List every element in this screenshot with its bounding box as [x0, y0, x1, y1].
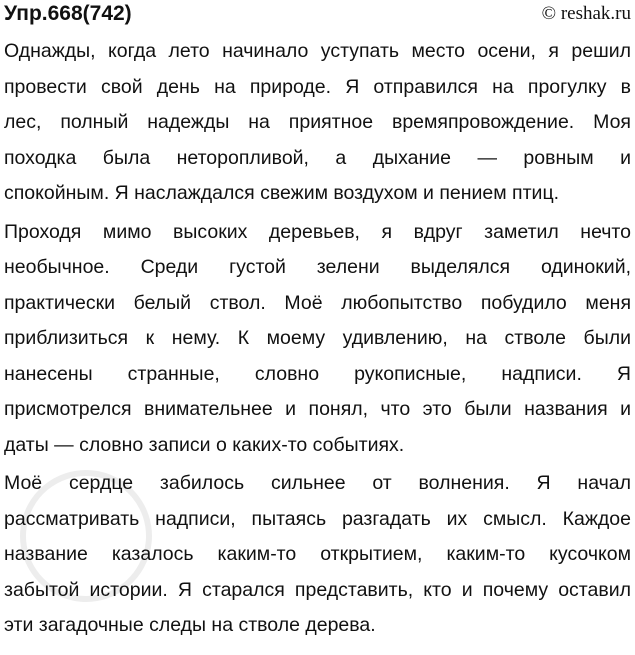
copyright-text: © reshak.ru	[541, 3, 631, 24]
text-line: походка была неторопливой, а дыхание — ровным и	[4, 146, 631, 169]
paragraph	[4, 466, 631, 644]
document-body	[4, 34, 631, 647]
text-line: спокойным. Я наслаждался свежим воздухом и пением птиц.	[4, 182, 560, 204]
text-line: Моё сердце забилось сильнее от волнения. Я начал	[4, 472, 631, 494]
text-line: лес, полный надежды на приятное времяпровождение. Моя	[4, 111, 631, 133]
text-line: эти загадочные следы на стволе дерева.	[4, 614, 376, 636]
text-line: Однажды, когда лето начинало уступать место осени, я решил	[4, 40, 631, 62]
text-line: даты — словно записи о каких-то событиях.	[4, 433, 405, 456]
text-line: провести свой день на природе. Я отправился на прогулку в	[4, 75, 631, 98]
text-line: рассматривать надписи, пытаясь разгадать их смысл. Каждое	[4, 507, 631, 530]
text-line: приблизиться к нему. К моему удивлению, на стволе были	[4, 327, 631, 349]
text-line: присмотрелся внимательнее и понял, что это были названия и	[4, 398, 631, 420]
paragraph	[4, 34, 631, 212]
paragraph	[4, 215, 631, 464]
text-line: Проходя мимо высоких деревьев, я вдруг заметил нечто	[4, 220, 631, 243]
header	[4, 0, 631, 32]
text-line: название казалось каким-то открытием, каким-то кусочком	[4, 543, 631, 565]
exercise-title: Упр.668(742)	[4, 2, 132, 25]
text-line: забытой истории. Я старался представить, кто и почему оставил	[4, 578, 631, 601]
text-line: практически белый ствол. Моё любопытство побудило меня	[4, 291, 631, 314]
text-line: нанесены странные, словно рукописные, надписи. Я	[4, 362, 631, 385]
text-line: необычное. Среди густой зелени выделялся одинокий,	[4, 256, 631, 278]
